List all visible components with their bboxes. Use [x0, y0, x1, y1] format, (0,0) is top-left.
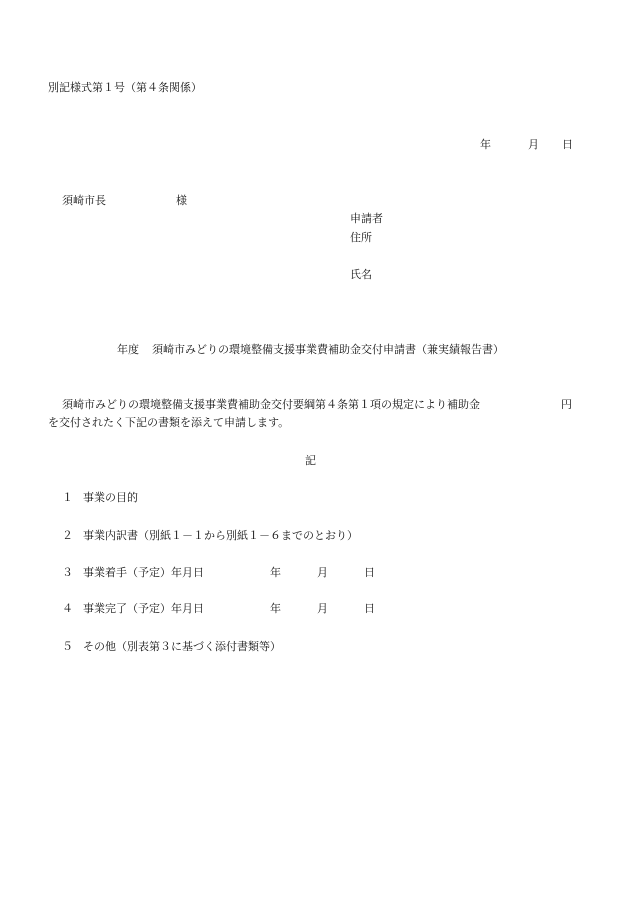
- item-day: 日: [364, 566, 375, 579]
- addressee-honorific: 様: [176, 194, 187, 207]
- body-line-1: 須崎市みどりの環境整備支援事業費補助金交付要綱第４条第１項の規定により補助金: [62, 398, 480, 411]
- date-year: 年: [480, 138, 491, 151]
- item-number: ５: [62, 640, 73, 653]
- yen-label: 円: [561, 398, 572, 411]
- item-number: ４: [62, 602, 73, 615]
- item-number: ２: [62, 529, 73, 542]
- applicant-label: 申請者: [350, 212, 383, 225]
- address-label: 住所: [350, 231, 372, 244]
- date-day: 日: [562, 138, 573, 151]
- item-number: ３: [62, 566, 73, 579]
- date-month: 月: [528, 138, 539, 151]
- item-year: 年: [270, 566, 281, 579]
- fiscal-year-label: 年度: [117, 343, 139, 356]
- item-day: 日: [364, 602, 375, 615]
- item-month: 月: [317, 602, 328, 615]
- form-label: 別記様式第１号（第４条関係）: [48, 81, 202, 94]
- item-number: １: [62, 491, 73, 504]
- item-text: 事業完了（予定）年月日: [83, 602, 204, 615]
- item-text: 事業着手（予定）年月日: [83, 566, 204, 579]
- name-label: 氏名: [350, 268, 372, 281]
- body-line-2: を交付されたく下記の書類を添えて申請します。: [48, 416, 290, 429]
- item-month: 月: [317, 566, 328, 579]
- item-text: 事業内訳書（別紙１－１から別紙１－６までのとおり）: [83, 529, 358, 542]
- document-title: 須崎市みどりの環境整備支援事業費補助金交付申請書（兼実績報告書）: [152, 343, 504, 356]
- ki-label: 記: [305, 454, 316, 467]
- item-year: 年: [270, 602, 281, 615]
- item-text: その他（別表第３に基づく添付書類等）: [83, 640, 281, 653]
- item-text: 事業の目的: [83, 491, 138, 504]
- addressee-name: 須崎市長: [62, 194, 106, 207]
